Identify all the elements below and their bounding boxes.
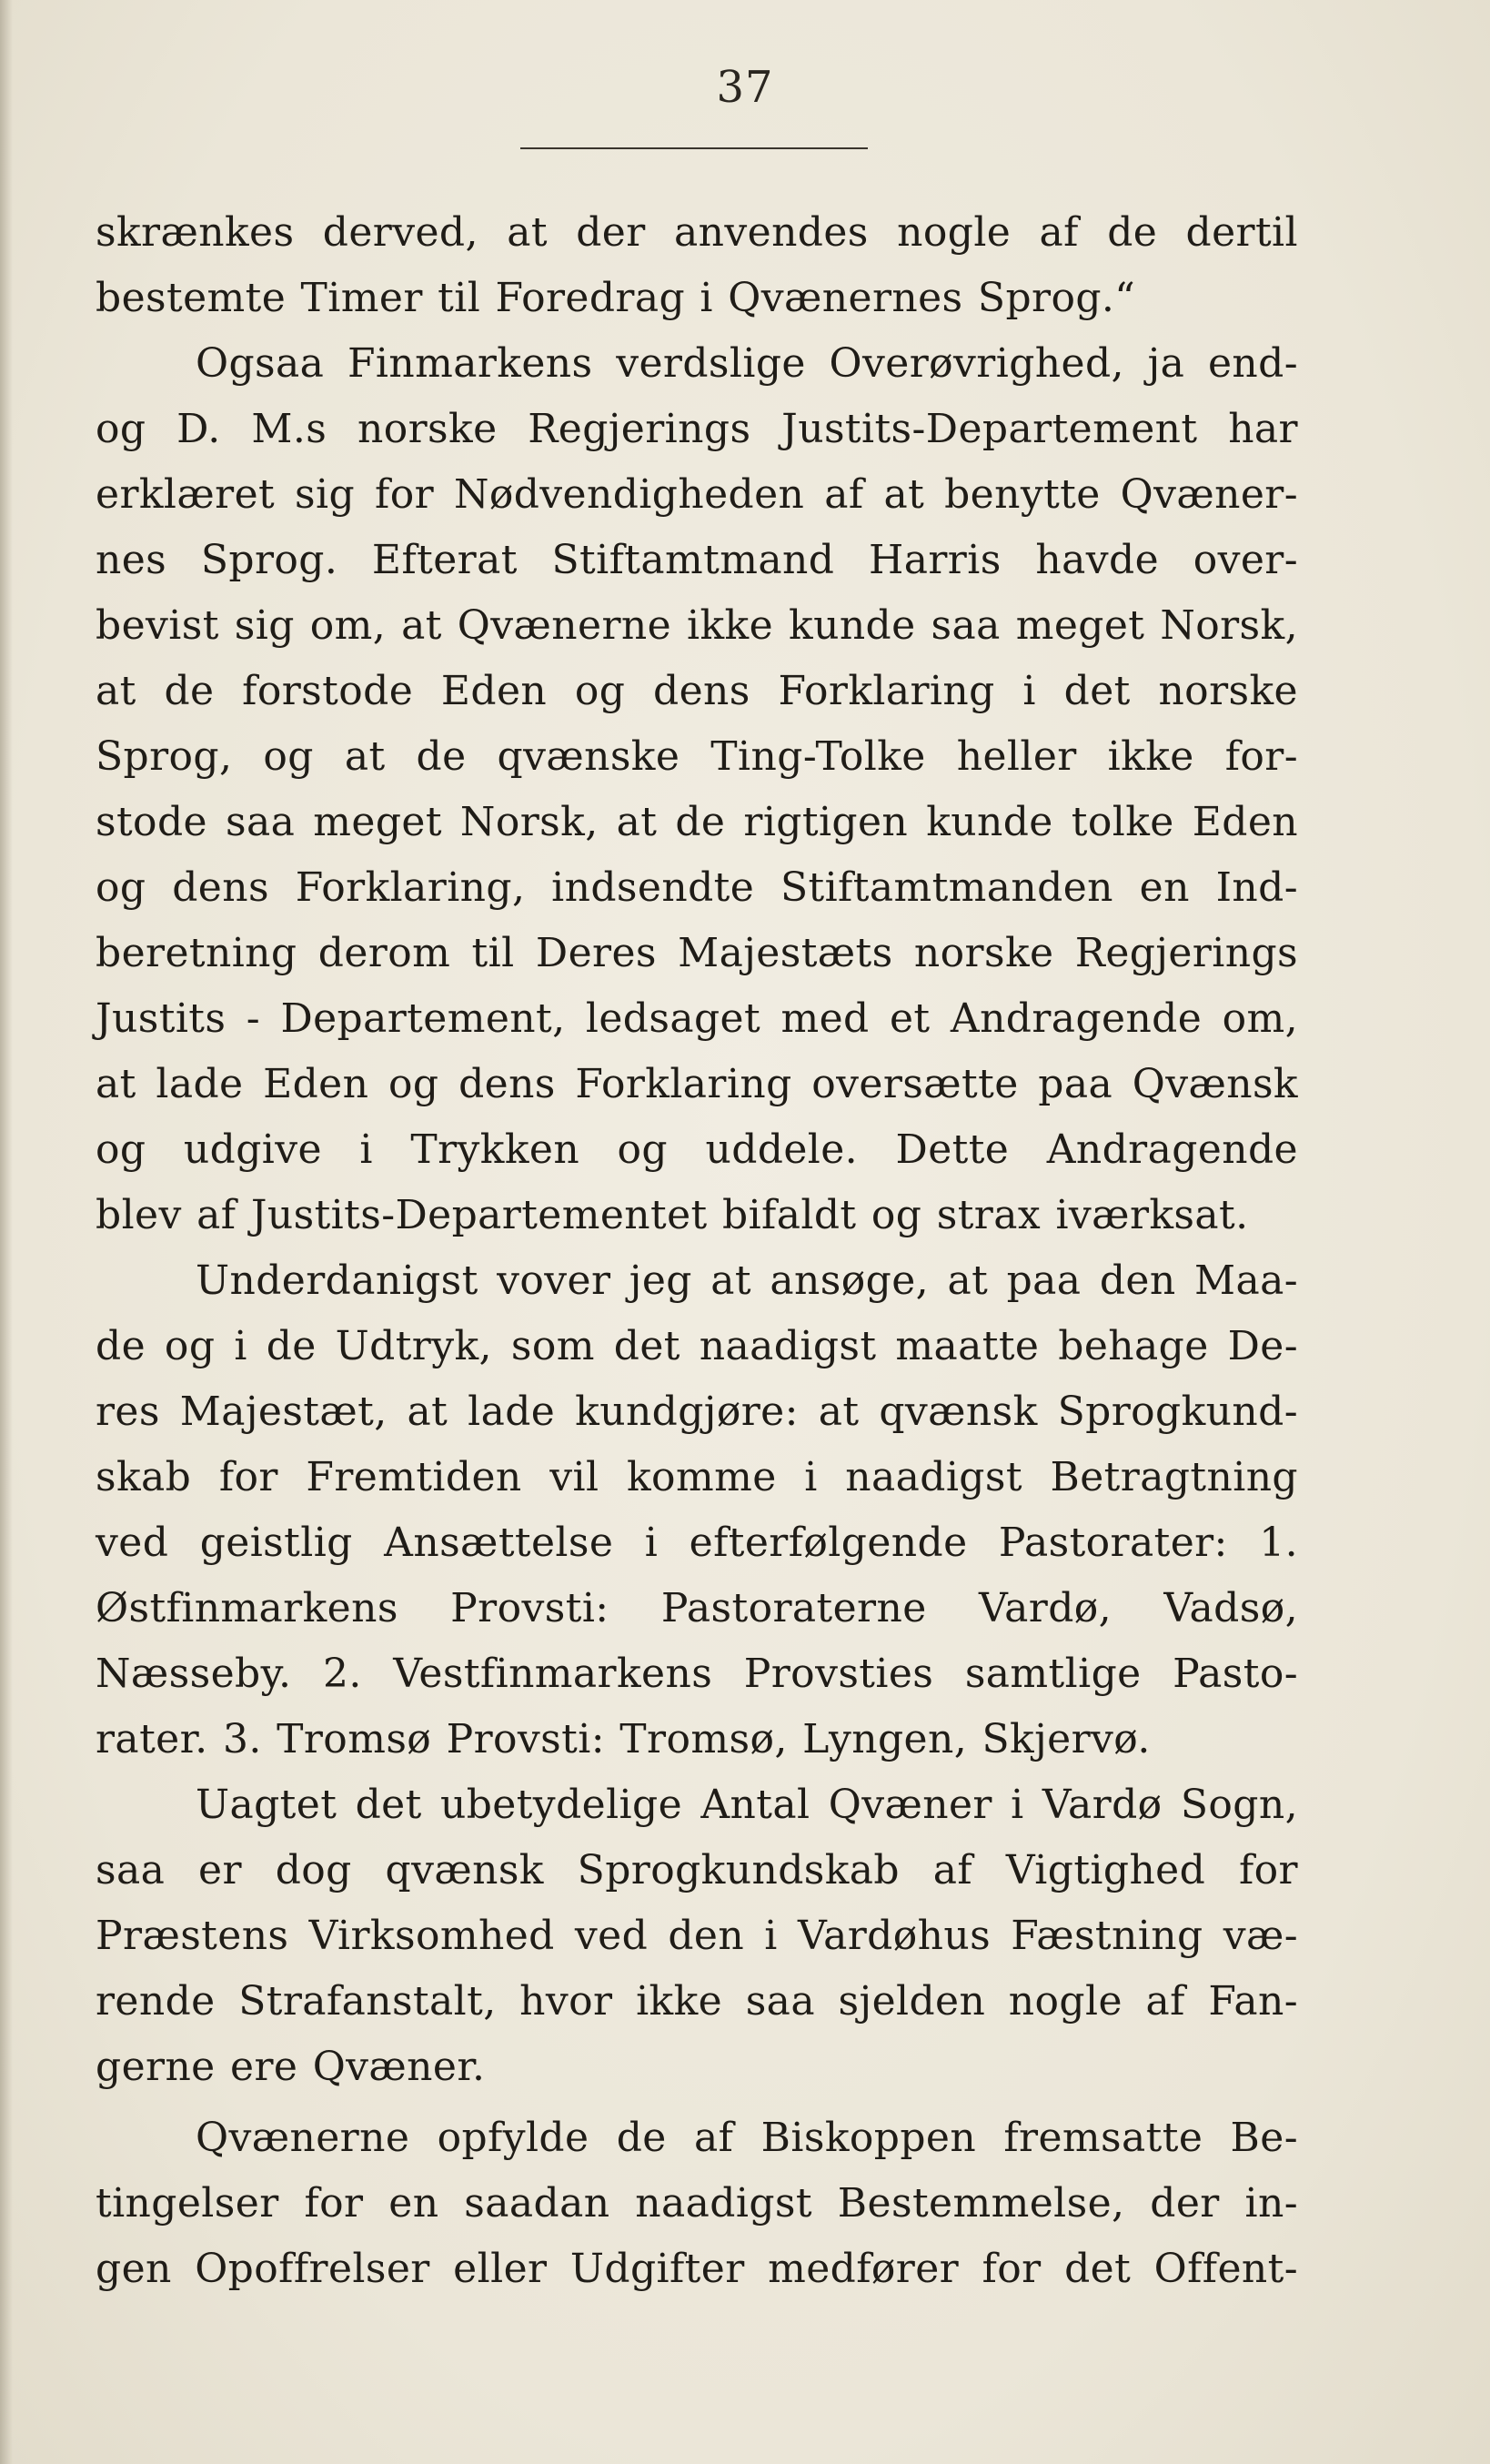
page-number: 37: [716, 62, 774, 113]
text-line: beretning derom til Deres Majestæts norske Regjerings: [96, 930, 1298, 976]
text-line: rende Strafanstalt, hvor ikke saa sjelden nogle af Fan-: [96, 1978, 1298, 2025]
text-line: og D. M.s norske Regjerings Justits-Departement har: [96, 406, 1298, 452]
text-line: bevist sig om, at Qvænerne ikke kunde saa meget Norsk,: [96, 602, 1298, 649]
text-line: Sprog, og at de qvænske Ting-Tolke heller ikke for-: [96, 733, 1298, 780]
text-line: saa er dog qvænsk Sprogkundskab af Vigtighed for: [96, 1847, 1298, 1893]
header-rule: [520, 147, 868, 149]
body-text: [96, 200, 1298, 2302]
text-line: ved geistlig Ansættelse i efterfølgende Pastorater: 1.: [96, 1520, 1298, 1566]
text-line: Uagtet det ubetydelige Antal Qvæner i Vardø Sogn,: [196, 1782, 1298, 1828]
text-line: de og i de Udtryk, som det naadigst maatte behage De-: [96, 1323, 1298, 1369]
text-line: Ogsaa Finmarkens verdslige Overøvrighed, ja end-: [196, 340, 1298, 387]
text-line: at lade Eden og dens Forklaring oversætte paa Qvænsk: [96, 1061, 1298, 1107]
text-line: nes Sprog. Efterat Stiftamtmand Harris havde over-: [96, 537, 1298, 583]
text-line: og udgive i Trykken og uddele. Dette Andragende: [96, 1126, 1298, 1173]
text-line: erklæret sig for Nødvendigheden af at benytte Qvæner-: [96, 471, 1298, 518]
text-line: Næsseby. 2. Vestfinmarkens Provsties samtlige Pasto-: [96, 1651, 1298, 1697]
text-line: at de forstode Eden og dens Forklaring i det norske: [96, 668, 1298, 714]
text-line: skrænkes derved, at der anvendes nogle af de dertil: [96, 209, 1298, 256]
text-line: stode saa meget Norsk, at de rigtigen kunde tolke Eden: [96, 799, 1298, 845]
text-line: skab for Fremtiden vil komme i naadigst Betragtning: [96, 1454, 1298, 1500]
text-line: gerne ere Qvæner.: [96, 2044, 486, 2090]
text-line: Justits - Departement, ledsaget med et Andragende om,: [96, 995, 1298, 1042]
text-line: Østfinmarkens Provsti: Pastoraterne Vardø, Vadsø,: [96, 1585, 1298, 1631]
page-gutter-shadow: [0, 0, 13, 2464]
text-line: tingelser for en saadan naadigst Bestemmelse, der in-: [96, 2180, 1298, 2227]
text-line: res Majestæt, at lade kundgjøre: at qvænsk Sprogkund-: [96, 1389, 1298, 1435]
text-line: Qvænerne opfylde de af Biskoppen fremsatte Be-: [196, 2115, 1298, 2161]
text-line: Underdanigst vover jeg at ansøge, at paa den Maa-: [196, 1257, 1298, 1304]
text-line: rater. 3. Tromsø Provsti: Tromsø, Lyngen, Skjervø.: [96, 1716, 1151, 1762]
text-line: Præstens Virksomhed ved den i Vardøhus Fæstning væ-: [96, 1913, 1298, 1959]
text-line: og dens Forklaring, indsendte Stiftamtmanden en Ind-: [96, 864, 1298, 911]
text-line: blev af Justits-Departementet bifaldt og strax iværksat.: [96, 1192, 1249, 1238]
text-line: bestemte Timer til Foredrag i Qvænernes Sprog.“: [96, 275, 1136, 321]
text-line: gen Opoffrelser eller Udgifter medfører for det Offent-: [96, 2246, 1298, 2292]
